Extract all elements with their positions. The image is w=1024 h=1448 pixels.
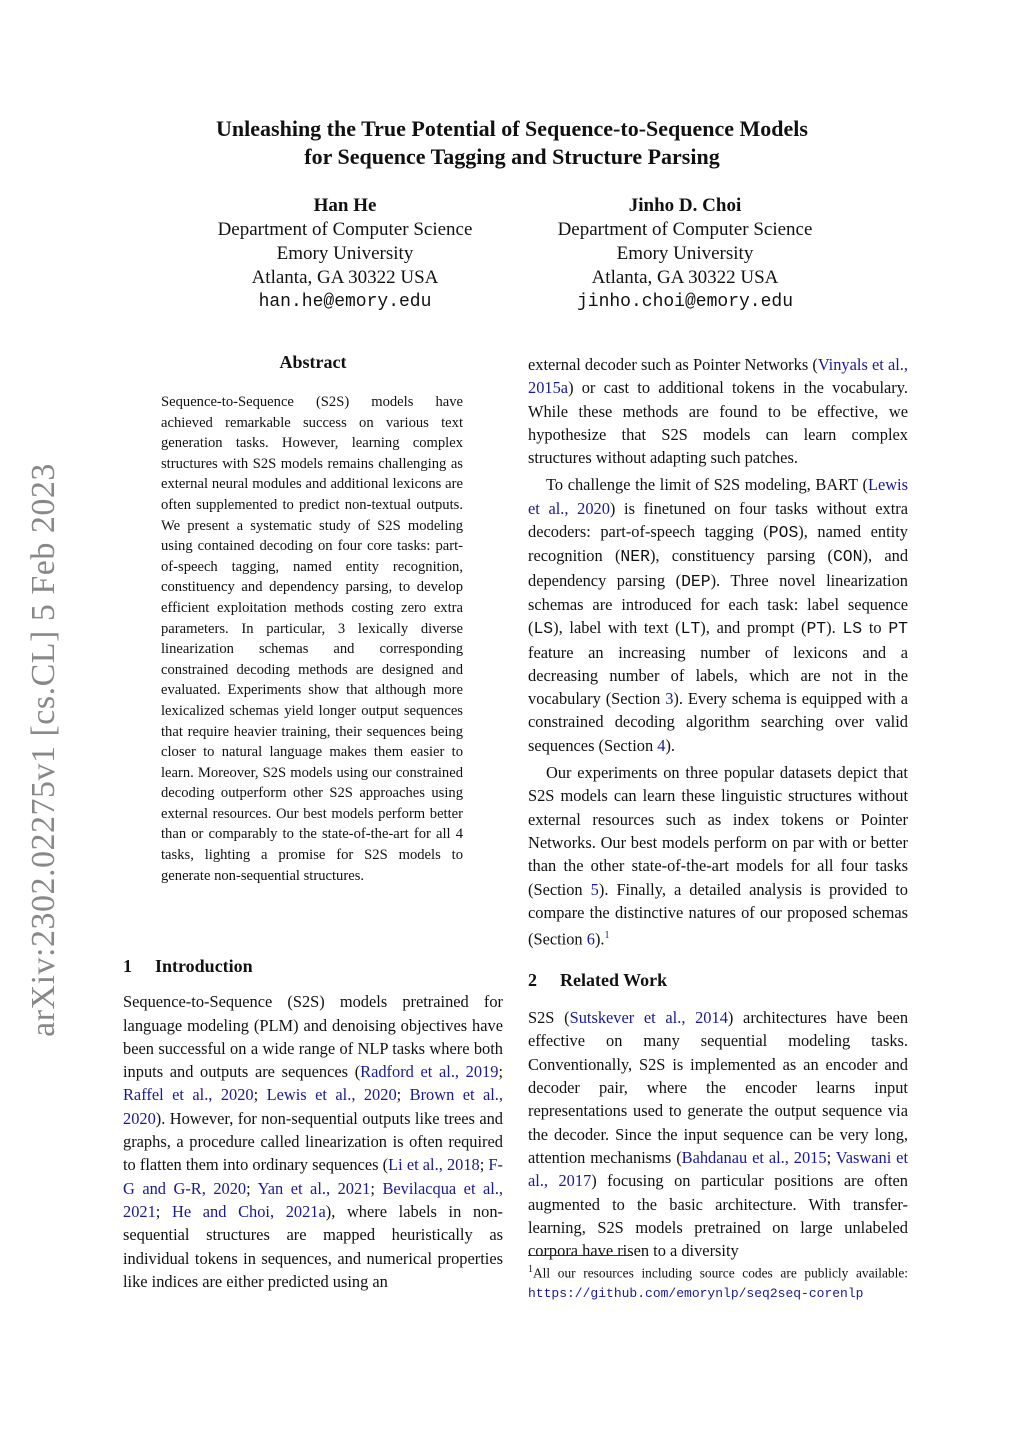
author-email[interactable]: han.he@emory.edu (258, 292, 432, 312)
footnote: $^1$All our resources including source codes are publicly available: https://github.com/emorynlp/seq2seq-corenlp (528, 1264, 908, 1302)
author-addr: Atlanta, GA 30322 USA (591, 267, 779, 288)
author-univ: Emory University (616, 243, 754, 264)
citation-link[interactable]: Yan et al., 2021 (257, 1178, 371, 1198)
author-block-2 (520, 194, 850, 314)
section-ref-link[interactable]: 6 (586, 929, 595, 949)
paragraph: Our experiments on three popular datasets depict that S2S models can learn these linguistic structures without external resources such as index tokens or Pointer Networks. Our best models perform on par with or better than the other state-of-the-art models for all four tasks (Section 5). Finally, a detailed analysis is provided to compare the distinctive natures of our proposed schemas (Section 6).$^1$ (528, 763, 908, 949)
author-block-1 (180, 194, 510, 314)
paragraph: To challenge the limit of S2S modeling, BART (Lewis et al., 2020) is finetuned on four tasks without extra decoders: part-of-speech tagging (POS), named entity recognition (NER), constituency parsing (CON), and dependency parsing (DEP). Three novel linearization schemas are introduced for each task: label sequence (LS), label with text (LT), and prompt (PT). LS to PT feature an increasing number of lexicons and a decreasing number of labels, which are not in the vocabulary (Section 3). Every schema is equipped with a constrained decoding algorithm searching over valid sequences (Section 4). (528, 475, 909, 755)
citation-link[interactable]: Lewis et al., 2020 (528, 475, 908, 518)
author-univ: Emory University (276, 243, 414, 264)
abstract-heading: Abstract (279, 352, 347, 372)
intro-section (123, 955, 503, 1293)
section-ref-link[interactable]: 5 (590, 879, 599, 899)
author-name: Han He (313, 195, 377, 216)
author-dept: Department of Computer Science (217, 219, 473, 240)
abstract-body: Sequence-to-Sequence (S2S) models have achieved remarkable success on various text generation tasks. However, learning complex structures with S2S models remains challenging as external neural modules and additional lexicons are often supplemented to predict non-textual outputs. We present a systematic study of S2S modeling using contained decoding on four core tasks: part-of-speech tagging, named entity recognition, constituency and dependency parsing, to develop efficient exploitation methods costing zero extra parameters. In particular, 3 lexically diverse linearization schemas and corresponding constrained decoding methods are designed and evaluated. Experiments show that although more lexicalized schemas yield longer output sequences that require heavier training, their sequences being closer to natural language makes them easier to learn. Moreover, S2S models using our constrained decoding outperform other S2S approaches using external resources. Our best models perform better than or comparably to the state-of-the-art for all 4 tasks, lighting a promise for S2S models to generate non-sequential structures. (161, 394, 463, 884)
author-dept: Department of Computer Science (557, 219, 813, 240)
section-ref-link[interactable]: 4 (657, 735, 666, 755)
footnote-divider (528, 1255, 632, 1256)
paper-title: Unleashing the True Potential of Sequence-to-Sequence Models for Sequence Tagging and Structure Parsing (216, 116, 808, 169)
citation-link[interactable]: Vinyals et al., 2015a (528, 355, 908, 398)
citation-link[interactable]: Sutskever et al., 2014 (569, 1008, 728, 1028)
section-heading-introduction: 1 Introduction (123, 956, 253, 976)
citation-link[interactable]: Lewis et al., 2020 (266, 1085, 397, 1105)
citation-link[interactable]: He and Choi, 2021a (172, 1201, 326, 1221)
citation-link[interactable]: Bevilacqua et al., 2021 (123, 1178, 504, 1221)
author-addr: Atlanta, GA 30322 USA (251, 267, 439, 288)
citation-link[interactable]: Vaswani et al., 2017 (528, 1147, 909, 1191)
citation-link[interactable]: Bahdanau et al., 2015 (681, 1147, 827, 1167)
citation-link[interactable]: F-G and G-R, 2020 (123, 1155, 503, 1198)
section-ref-link[interactable]: 3 (665, 689, 674, 709)
intro-paragraph: Sequence-to-Sequence (S2S) models pretrained for language modeling (PLM) and denoising objectives have been successful on a wide range of NLP tasks where both inputs and outputs are sequences (Radford et al., 2019; Raffel et al., 2020; Lewis et al., 2020; Brown et al., 2020). However, for non-sequential outputs like trees and graphs, a procedure called linearization is often required to flatten them into ordinary sequences (Li et al., 2018; F-G and G-R, 2020; Yan et al., 2021; Bevilacqua et al., 2021; He and Choi, 2021a), where labels in non-sequential structures are mapped heuristically as individual tokens in sequences, and numerical properties like indices are either predicted using an (123, 992, 504, 1291)
author-email[interactable]: jinho.choi@emory.edu (576, 292, 794, 312)
citation-link[interactable]: Li et al., 2018 (388, 1155, 480, 1175)
footnote-marker[interactable]: 1 (604, 930, 610, 942)
citation-link[interactable]: Raffel et al., 2020 (123, 1085, 254, 1105)
paragraph: S2S (Sutskever et al., 2014) architectures have been effective on many sequential modeling tasks. Conventionally, S2S is implemented as an encoder and decoder pair, where the encoder learns input representations used to generate the output sequence via the decoder. Since the input sequence can be very long, attention mechanisms (Bahdanau et al., 2015; Vaswani et al., 2017) focusing on particular positions are often augmented to the basic architecture. With transfer-learning, S2S models pretrained on large unlabeled corpora have risen to a diversity (528, 1008, 909, 1261)
citation-link[interactable]: Brown et al., 2020 (123, 1085, 503, 1128)
right-column (528, 353, 908, 1262)
paragraph: external decoder such as Pointer Networks (Vinyals et al., 2015a) or cast to additional tokens in the vocabulary. While these methods are found to be effective, we hypothesize that S2S models can learn complex structures without adapting such patches. (528, 355, 908, 468)
arxiv-identifier: arXiv:2302.02275v1 [cs.CL] 5 Feb 2023 (25, 463, 62, 1037)
github-url-link[interactable]: https://github.com/emorynlp/seq2seq-corenlp (528, 1286, 864, 1302)
citation-link[interactable]: Radford et al., 2019 (360, 1062, 499, 1082)
section-heading-related-work: 2 Related Work (528, 969, 668, 990)
author-name: Jinho D. Choi (628, 195, 742, 216)
